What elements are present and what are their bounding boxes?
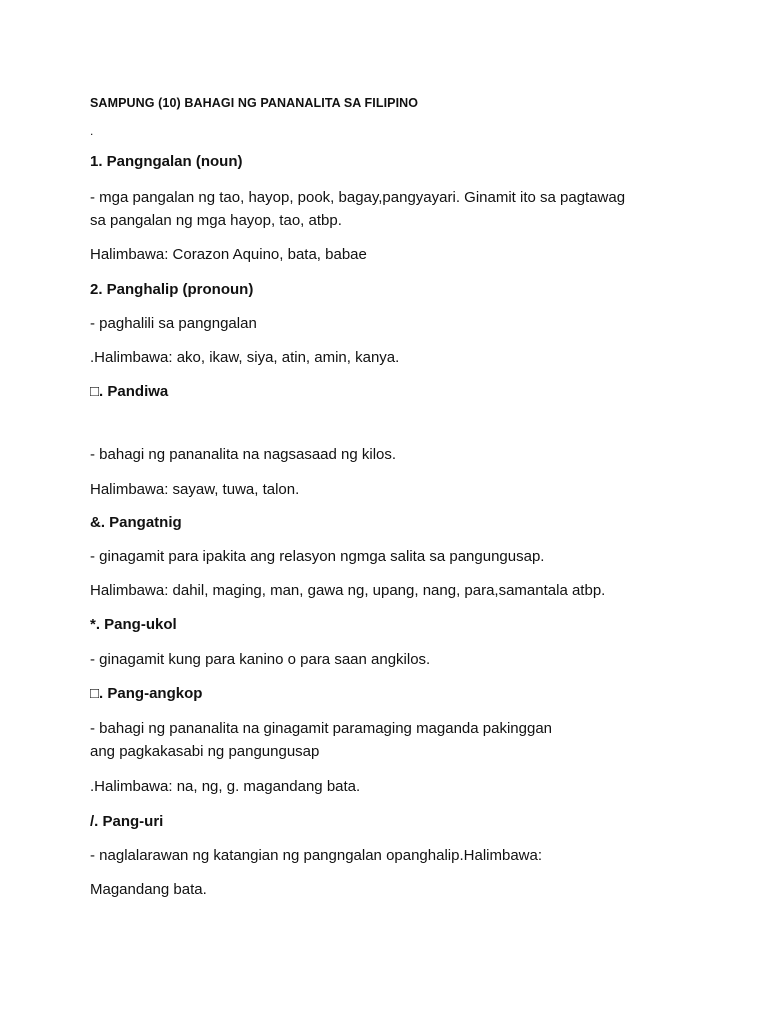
- section-definition-panghalip: - paghalili sa pangngalan: [90, 315, 257, 332]
- section-example-panghalip: .Halimbawa: ako, ikaw, siya, atin, amin, kanya.: [90, 349, 400, 366]
- section-definition-pandiwa: - bahagi ng pananalita na nagsasaad ng kilos.: [90, 446, 397, 463]
- section-definition-pang-uri: - naglalarawan ng katangian ng pangngalan opanghalip.Halimbawa:: [90, 847, 542, 864]
- section-definition-pang-angkop-line2: ang pagkakasabi ng pangungusap: [90, 743, 320, 760]
- document-title: SAMPUNG (10) BAHAGI NG PANANALITA SA FILIPINO: [90, 96, 419, 110]
- section-definition-pangngalan-line1: - mga pangalan ng tao, hayop, pook, bagay,pangyayari. Ginamit ito sa pagtawag: [90, 189, 626, 206]
- section-example-pang-angkop: .Halimbawa: na, ng, g. magandang bata.: [90, 778, 361, 795]
- section-heading-pandiwa: □. Pandiwa: [90, 383, 169, 400]
- section-example-pandiwa: Halimbawa: sayaw, tuwa, talon.: [90, 481, 300, 498]
- section-heading-pang-angkop: □. Pang-angkop: [90, 685, 203, 702]
- section-heading-panghalip: 2. Panghalip (pronoun): [90, 281, 254, 298]
- separator-dot: .: [90, 124, 94, 138]
- section-definition-pang-angkop-line1: - bahagi ng pananalita na ginagamit paramaging maganda pakinggan: [90, 720, 553, 737]
- section-definition-pangatnig: - ginagamit para ipakita ang relasyon ngmga salita sa pangungusap.: [90, 548, 545, 565]
- section-example-pangngalan: Halimbawa: Corazon Aquino, bata, babae: [90, 246, 367, 263]
- section-example-pangatnig: Halimbawa: dahil, maging, man, gawa ng, upang, nang, para,samantala atbp.: [90, 582, 606, 599]
- section-example-pang-uri: Magandang bata.: [90, 881, 207, 898]
- section-definition-pang-ukol: - ginagamit kung para kanino o para saan angkilos.: [90, 651, 431, 668]
- section-heading-pangngalan: 1. Pangngalan (noun): [90, 153, 243, 170]
- section-heading-pangatnig: &. Pangatnig: [90, 514, 182, 531]
- section-heading-pang-uri: /. Pang-uri: [90, 813, 164, 830]
- section-heading-pang-ukol: *. Pang-ukol: [90, 616, 177, 633]
- section-definition-pangngalan-line2: sa pangalan ng mga hayop, tao, atbp.: [90, 212, 342, 229]
